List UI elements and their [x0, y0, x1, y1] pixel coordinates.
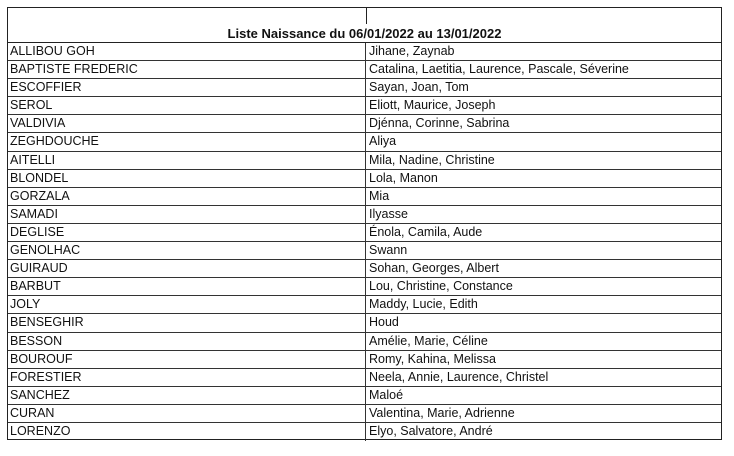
title-cell [8, 8, 721, 43]
first-names-cell: Aliya [369, 134, 397, 149]
table-row [8, 115, 721, 133]
first-names-cell: Amélie, Marie, Céline [369, 333, 488, 348]
family-name-cell: FORESTIER [8, 369, 366, 386]
table-row [8, 405, 721, 423]
table-row [8, 369, 721, 387]
first-names-cell: Elyo, Salvatore, André [369, 423, 493, 438]
first-names-cell: Romy, Kahina, Melissa [369, 351, 496, 366]
table-row [8, 97, 721, 115]
family-name-cell: GORZALA [8, 188, 366, 205]
table-row [8, 79, 721, 97]
first-names-cell: Sayan, Joan, Tom [369, 80, 469, 95]
table-row [8, 260, 721, 278]
table-row [8, 351, 721, 369]
page-title: Liste Naissance du 06/01/2022 au 13/01/2022 [227, 26, 502, 41]
table-body [8, 43, 721, 441]
first-names-cell: Lou, Christine, Constance [369, 279, 513, 294]
first-names-cell: Maddy, Lucie, Edith [369, 297, 478, 312]
family-name-cell: AITELLI [8, 152, 366, 169]
family-name-cell: BLONDEL [8, 170, 366, 187]
table-row [8, 152, 721, 170]
family-name-cell: BENSEGHIR [8, 314, 366, 331]
first-names-cell: Houd [369, 315, 399, 330]
family-name-cell: BOUROUF [8, 351, 366, 368]
first-names-cell: Swann [369, 243, 408, 258]
first-names-cell: Catalina, Laetitia, Laurence, Pascale, Séverine [369, 62, 629, 77]
table-row [8, 170, 721, 188]
family-name-cell: SAMADI [8, 206, 366, 223]
table-row [8, 296, 721, 314]
first-names-cell: Djénna, Corinne, Sabrina [369, 116, 510, 131]
first-names-cell: Eliott, Maurice, Joseph [369, 98, 496, 113]
family-name-cell: GUIRAUD [8, 260, 366, 277]
table-row [8, 133, 721, 151]
family-name-cell: ESCOFFIER [8, 79, 366, 96]
family-name-cell: JOLY [8, 296, 366, 313]
first-names-cell: Ilyasse [369, 206, 408, 221]
birth-list-table [7, 7, 722, 440]
first-names-cell: Neela, Annie, Laurence, Christel [369, 369, 549, 384]
first-names-cell: Lola, Manon [369, 170, 438, 185]
family-name-cell: LORENZO [8, 423, 366, 441]
title-divider [366, 8, 367, 24]
family-name-cell: SANCHEZ [8, 387, 366, 404]
table-row [8, 206, 721, 224]
table-row [8, 314, 721, 332]
table-row [8, 224, 721, 242]
table-row [8, 278, 721, 296]
table-row [8, 333, 721, 351]
family-name-cell: BARBUT [8, 278, 366, 295]
first-names-cell: Sohan, Georges, Albert [369, 261, 499, 276]
family-name-cell: ALLIBOU GOH [8, 43, 366, 60]
first-names-cell: Maloé [369, 387, 404, 402]
family-name-cell: VALDIVIA [8, 115, 366, 132]
table-row [8, 387, 721, 405]
table-row [8, 423, 721, 441]
family-name-cell: CURAN [8, 405, 366, 422]
table-row [8, 242, 721, 260]
first-names-cell: Énola, Camila, Aude [369, 224, 483, 239]
family-name-cell: BESSON [8, 333, 366, 350]
family-name-cell: BAPTISTE FREDERIC [8, 61, 366, 78]
table-row [8, 61, 721, 79]
table-row [8, 188, 721, 206]
family-name-cell: GENOLHAC [8, 242, 366, 259]
first-names-cell: Mia [369, 188, 390, 203]
family-name-cell: SEROL [8, 97, 366, 114]
table-row [8, 43, 721, 61]
family-name-cell: ZEGHDOUCHE [8, 133, 366, 150]
family-name-cell: DEGLISE [8, 224, 366, 241]
first-names-cell: Valentina, Marie, Adrienne [369, 405, 515, 420]
first-names-cell: Jihane, Zaynab [369, 44, 455, 58]
first-names-cell: Mila, Nadine, Christine [369, 152, 495, 167]
